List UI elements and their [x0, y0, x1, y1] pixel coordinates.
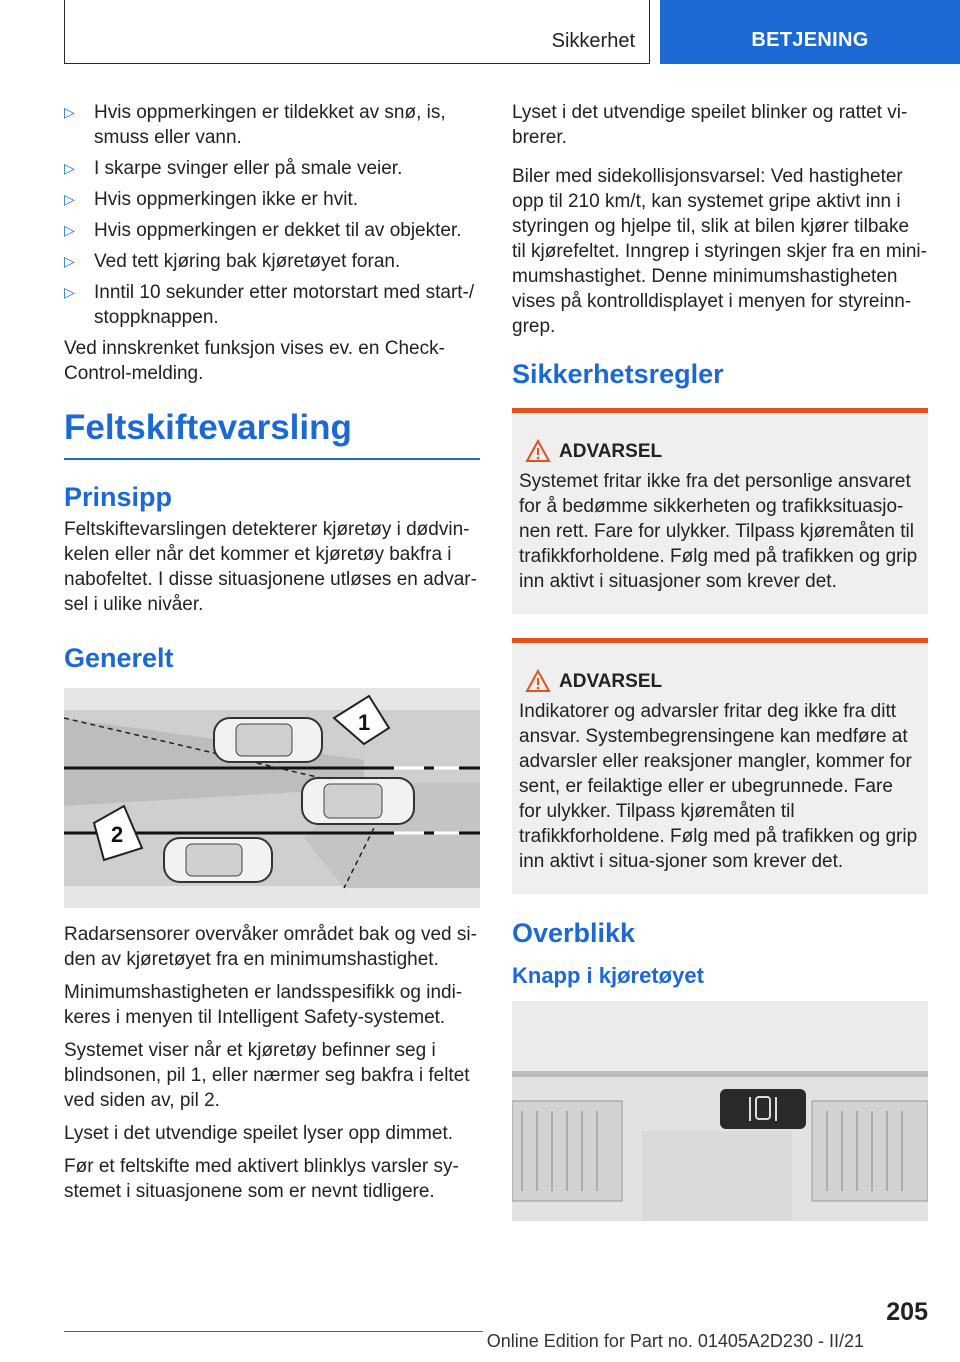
list-item: ▷ Hvis oppmerkingen er tildekket av snø, is, smuss eller vann.: [64, 102, 446, 148]
warning-text: Systemet fritar ikke fra det personlige ansvaret for å bedømme sikkerheten og trafikksituasjo-nen rett. Fare for ulykker. Tilpass kjøremåten til trafikkforholdene. Følg med på trafikken og grip inn aktivt i situasjoner som krever det.: [519, 471, 918, 592]
svg-text:1: 1: [358, 710, 371, 735]
air-vent-icon: [812, 1101, 928, 1201]
right-column: [512, 100, 928, 1221]
car-icon: [302, 778, 414, 824]
page-number: 205: [886, 1298, 928, 1326]
svg-text:2: 2: [111, 822, 124, 847]
overview-heading: Overblikk: [512, 918, 636, 948]
list-item: ▷ Hvis oppmerkingen er dekket til av objekter.: [64, 220, 462, 241]
general-heading: Generelt: [64, 643, 174, 673]
road-diagram-svg: [64, 688, 480, 908]
dashboard-svg: [512, 1001, 928, 1221]
vehicle-button-photo: [512, 1001, 928, 1221]
section-title: Sikkerhet: [551, 30, 635, 52]
warning-text: Indikatorer og advarsler fritar deg ikke fra ditt ansvar. Systembegrensingene kan medføre at advarsler eller reaksjoner mangler, kommer for sent, er feilaktige eller er ubegrunnede. Fare for ulykker. Tilpass kjøremåten til trafikkforholdene. Følg med på trafikken og grip inn aktivt i situa-sjoner som krever det.: [519, 701, 918, 872]
chapter-title: BETJENING: [751, 29, 869, 51]
list-item: ▷ Inntil 10 sekunder etter motorstart med start-/ stoppknappen.: [64, 282, 475, 328]
header-chapter-tab: [660, 0, 960, 64]
left-column: [64, 100, 480, 1212]
button-heading: Knapp i kjøretøyet: [512, 963, 704, 988]
warning-box: [512, 638, 928, 894]
footer-edition: Online Edition for Part no. 01405A2D230 - II/21: [0, 1331, 864, 1352]
principle-heading: Prinsipp: [64, 482, 173, 512]
list-item: ▷ Ved tett kjøring bak kjøretøyet foran.: [64, 251, 401, 272]
car-icon: [214, 718, 322, 762]
warning-title: ADVARSEL: [559, 441, 918, 463]
triangle-bullet-icon: ▷: [64, 191, 75, 207]
paragraph: Før et feltskifte med aktivert blinklys varsler sy-stemet i situasjonene som er nevnt tidligere.: [64, 1156, 459, 1202]
paragraph: Biler med sidekollisjonsvarsel: Ved hastigheter opp til 210 km/t, kan systemet gripe aktivt inn i styringen og hjelpe til, slik at bilen kjører tilbake til kjørefeltet. Inngrep i styringen skjer fra en mini-mumshastighet. Denne minimumshastigheten vises på kontrolldisplayet i menyen for styreinn-grep.: [512, 166, 927, 337]
lane-change-illustration: [64, 688, 480, 908]
paragraph: Radarsensorer overvåker området bak og ved si-den av kjøretøyet fra en minimumshastighet.: [64, 924, 477, 970]
limitation-list: [64, 100, 480, 330]
paragraph: Systemet viser når et kjøretøy befinner seg i blindsonen, pil 1, eller nærmer seg bakfra i feltet ved siden av, pil 2.: [64, 1040, 470, 1111]
paragraph: Lyset i det utvendige speilet blinker og rattet vi-brerer.: [512, 102, 908, 148]
car-icon: [164, 838, 272, 882]
header-section-tab: [64, 0, 650, 64]
safety-heading: Sikkerhetsregler: [512, 359, 724, 389]
warning-title: ADVARSEL: [559, 671, 918, 693]
restricted-function-text: Ved innskrenket funksjon vises ev. en Check-Control-melding.: [64, 338, 445, 384]
page-title: Feltskiftevarsling: [64, 408, 480, 460]
warning-triangle-icon: [525, 669, 551, 693]
principle-text: Feltskiftevarslingen detekterer kjøretøy i dødvin-kelen eller når det kommer et kjøretøy bakfra i nabofeltet. I disse situasjonene utløses en advar-sel i ulike nivåer.: [64, 519, 477, 615]
triangle-bullet-icon: ▷: [64, 222, 75, 238]
warning-box: [512, 408, 928, 614]
warning-triangle-icon: [525, 439, 551, 463]
list-item: ▷ Hvis oppmerkingen ikke er hvit.: [64, 189, 358, 210]
triangle-bullet-icon: ▷: [64, 253, 75, 269]
triangle-bullet-icon: ▷: [64, 160, 75, 176]
paragraph: Lyset i det utvendige speilet lyser opp dimmet.: [64, 1123, 453, 1144]
lane-assist-button-icon: [720, 1089, 806, 1129]
triangle-bullet-icon: ▷: [64, 284, 75, 300]
triangle-bullet-icon: ▷: [64, 104, 75, 120]
list-item: ▷ I skarpe svinger eller på smale veier.: [64, 158, 403, 179]
air-vent-icon: [512, 1101, 622, 1201]
paragraph: Minimumshastigheten er landsspesifikk og indi-keres i menyen til Intelligent Safety-systemet.: [64, 982, 463, 1028]
